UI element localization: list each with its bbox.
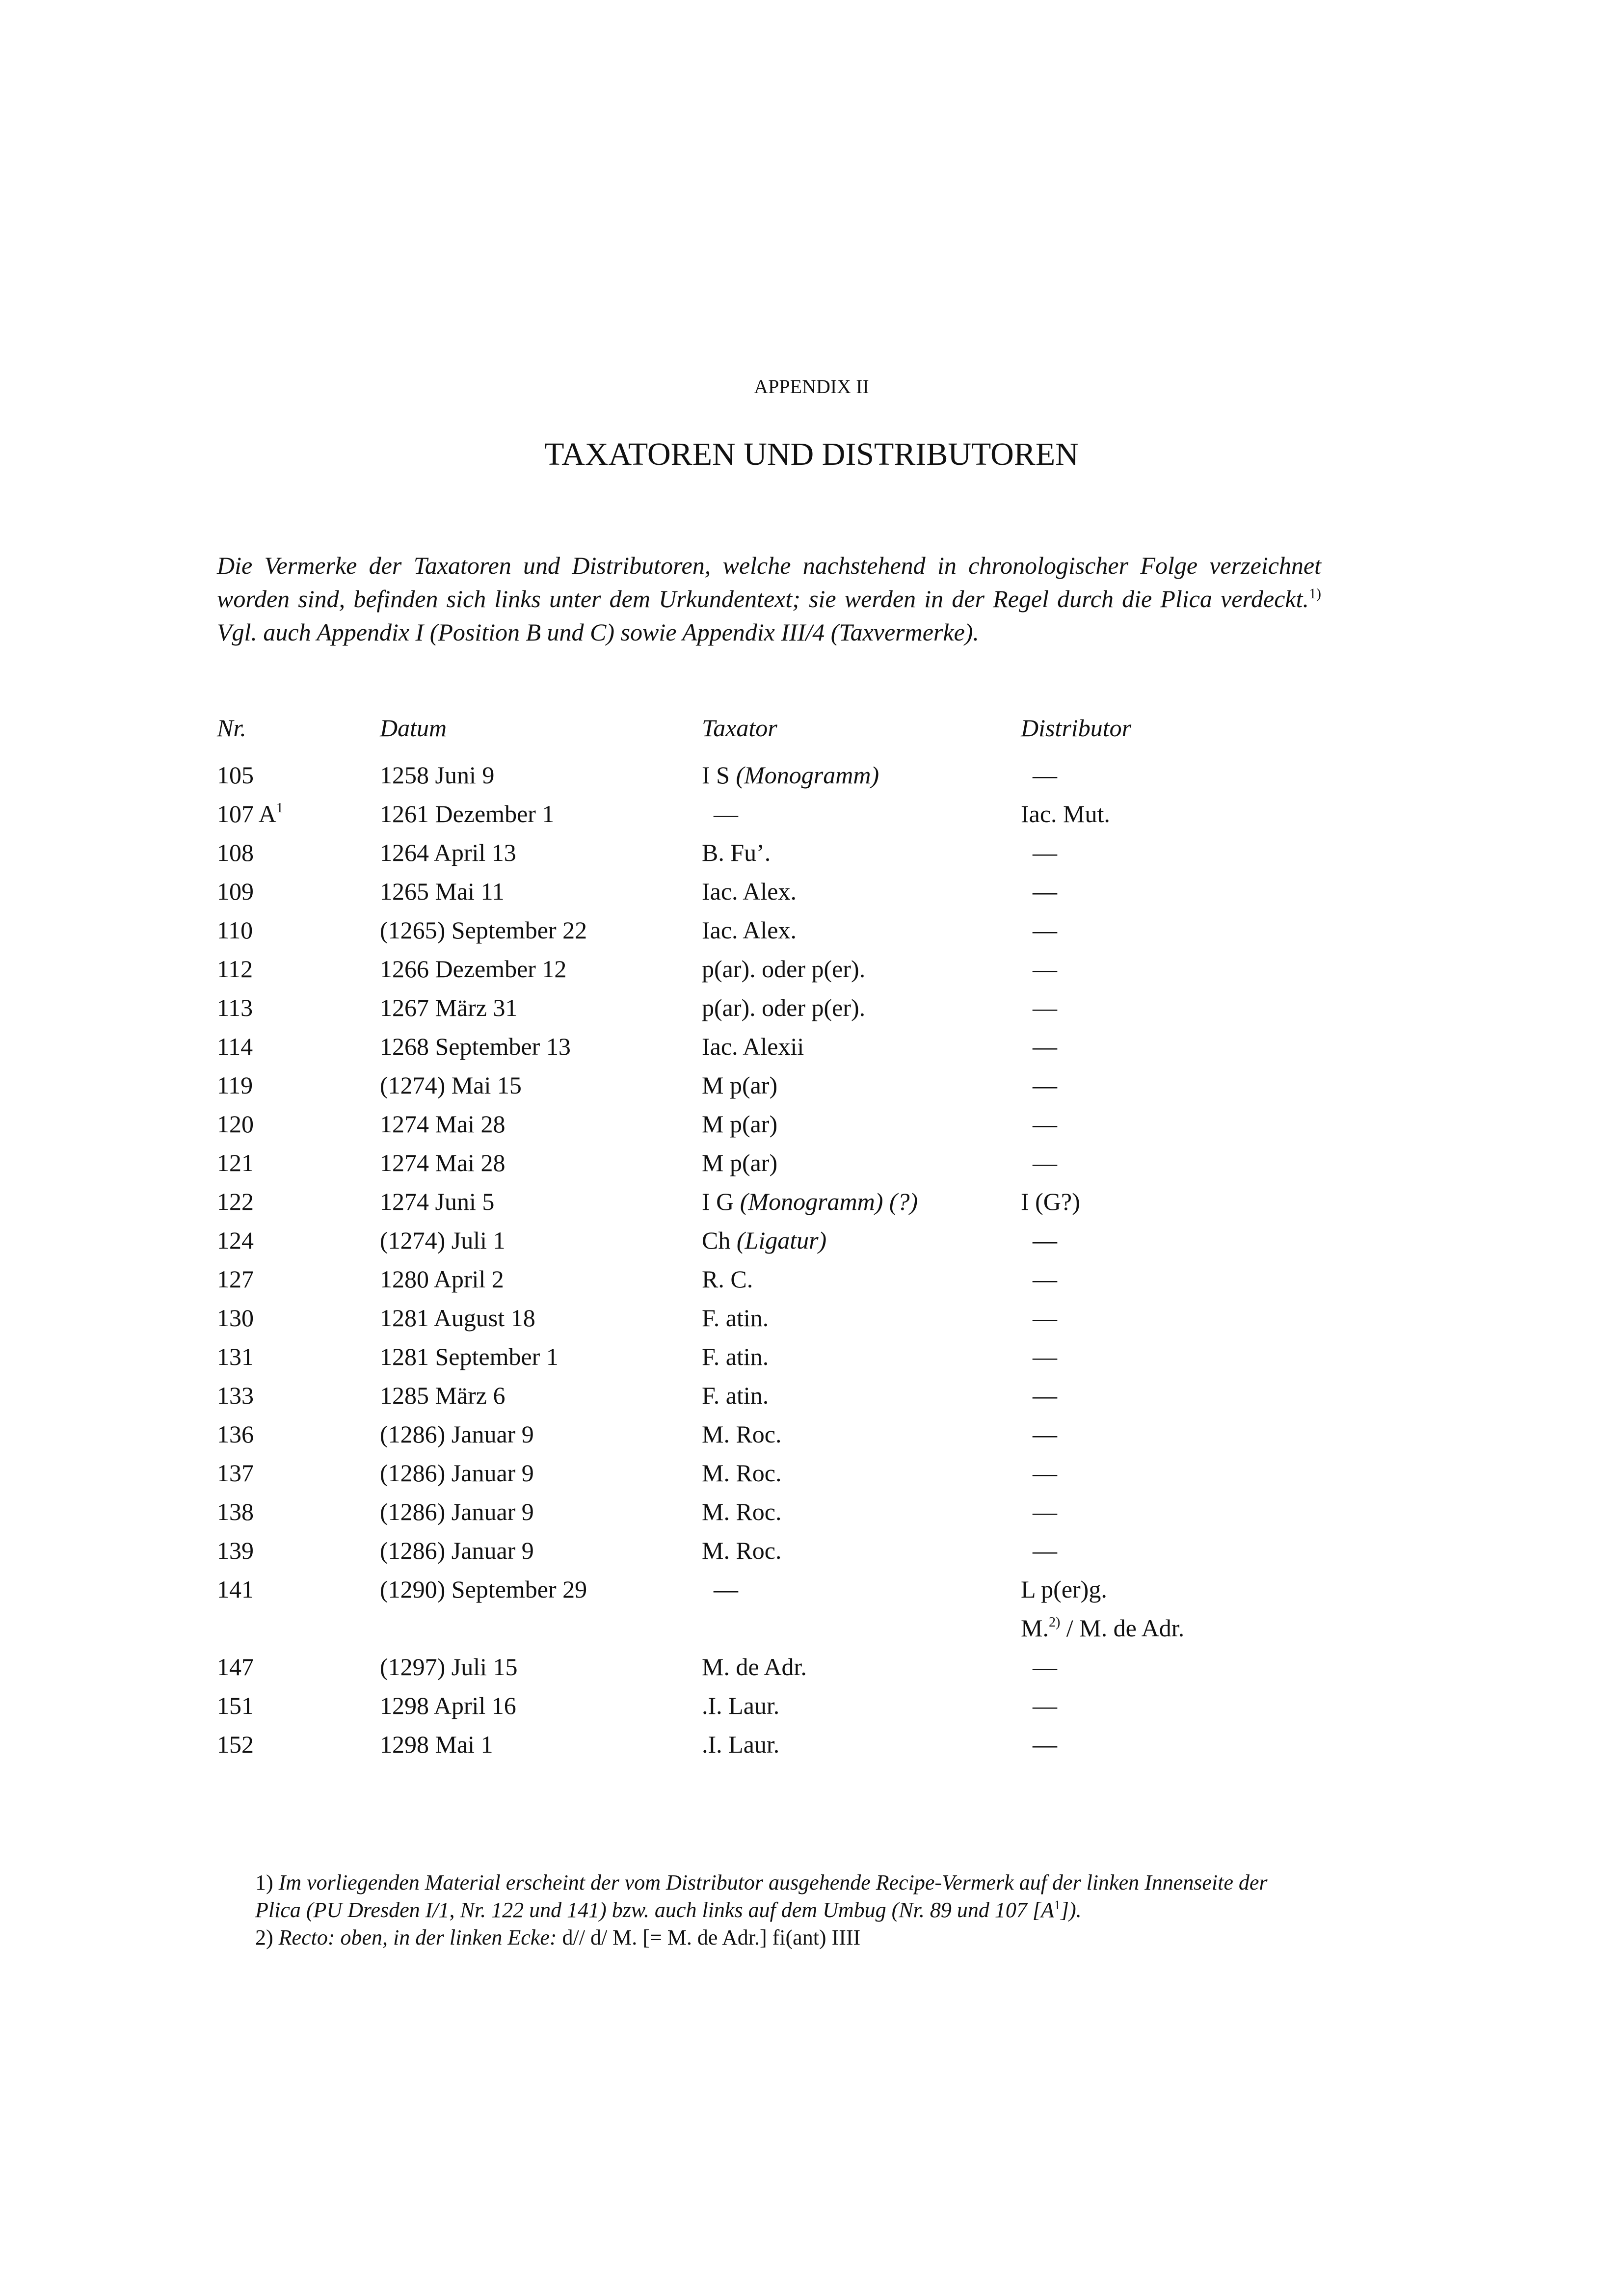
row-taxator	[702, 955, 865, 983]
row-datum: (1274) Juli 1	[380, 1227, 506, 1254]
row-taxator-text: —	[714, 1575, 738, 1603]
row-distributor	[1033, 761, 1057, 789]
row-taxator	[702, 1536, 782, 1565]
row-taxator-text: F. atin.	[702, 1382, 769, 1409]
row-nr	[217, 916, 253, 944]
table-row	[217, 1381, 1346, 1420]
row-distributor	[1033, 993, 1057, 1022]
footnotes	[255, 1869, 1310, 1951]
row-distributor	[1033, 877, 1057, 906]
row-taxator	[702, 838, 771, 867]
row-nr	[217, 838, 254, 867]
row-nr-text: 138	[217, 1498, 254, 1525]
row-distributor-text: —	[1033, 1537, 1057, 1564]
table-row	[217, 1071, 1346, 1110]
row-datum: 1258 Juni 9	[380, 761, 495, 789]
row-distributor-rest: / M. de Adr.	[1060, 1614, 1185, 1642]
row-taxator-text: Ch	[702, 1227, 731, 1254]
footnote-2	[255, 1924, 1310, 1951]
row-taxator-text: M. Roc.	[702, 1459, 782, 1487]
row-nr-text: 112	[217, 955, 253, 983]
row-taxator-text: F. atin.	[702, 1304, 769, 1332]
row-nr	[217, 1653, 254, 1681]
row-distributor-text: M.	[1021, 1614, 1049, 1642]
row-nr	[217, 1575, 254, 1603]
row-nr	[217, 1497, 254, 1526]
row-taxator	[702, 1304, 769, 1332]
row-datum: 1261 Dezember 1	[380, 800, 555, 828]
row-distributor-text: —	[1033, 1382, 1057, 1409]
row-nr	[217, 1187, 254, 1216]
row-distributor	[1033, 955, 1057, 983]
row-taxator-text: .I. Laur.	[702, 1692, 780, 1719]
row-taxator-text: I S	[702, 761, 730, 789]
header-taxator: Taxator	[702, 714, 777, 742]
row-datum: 1281 August 18	[380, 1304, 535, 1332]
header-distributor: Distributor	[1021, 714, 1132, 742]
table-row	[217, 993, 1346, 1032]
row-nr	[217, 1265, 254, 1293]
table-row	[217, 800, 1346, 838]
table-row	[217, 1148, 1346, 1187]
row-taxator	[702, 1653, 807, 1681]
row-distributor-text: —	[1033, 916, 1057, 944]
row-taxator	[702, 1381, 769, 1410]
row-taxator-note: (Ligatur)	[736, 1227, 827, 1254]
row-nr	[217, 1536, 254, 1565]
row-nr-text: 136	[217, 1420, 254, 1448]
row-nr	[217, 1304, 254, 1332]
row-distributor	[1033, 1032, 1057, 1061]
row-nr	[217, 1730, 254, 1759]
row-nr	[217, 955, 253, 983]
row-datum: 1298 Mai 1	[380, 1731, 493, 1758]
row-distributor-sup: 2)	[1048, 1615, 1061, 1630]
row-datum: (1286) Januar 9	[380, 1498, 534, 1525]
footnote-sup: 1	[1054, 1898, 1061, 1912]
row-taxator-text: F. atin.	[702, 1343, 769, 1370]
row-taxator	[702, 1420, 782, 1448]
row-nr-text: 139	[217, 1537, 254, 1564]
row-taxator	[702, 1459, 782, 1487]
row-distributor	[1033, 1148, 1057, 1177]
row-nr-text: 124	[217, 1227, 254, 1254]
row-distributor-text: —	[1033, 1265, 1057, 1293]
row-distributor	[1033, 1497, 1057, 1526]
row-datum: 1298 April 16	[380, 1692, 516, 1719]
footnote-text-end: ]).	[1060, 1898, 1082, 1922]
footnote-text: Recto: oben, in der linken Ecke:	[278, 1925, 557, 1949]
row-distributor-text: —	[1033, 1149, 1057, 1176]
row-distributor-text: —	[1033, 1071, 1057, 1099]
row-distributor	[1033, 1304, 1057, 1332]
row-taxator	[714, 800, 738, 828]
table-row	[217, 1536, 1346, 1575]
row-distributor-text: —	[1033, 994, 1057, 1021]
row-taxator	[702, 1110, 777, 1138]
row-nr	[217, 993, 253, 1022]
row-distributor	[1021, 1187, 1080, 1216]
footnote-text: Im vorliegenden Material erscheint der vom Distributor ausgehende Recipe-Vermerk auf der linken Innenseite der Plica (PU Dresden I/1, Nr. 122 und 141) bzw. auch links auf dem Umbug (Nr. 89 und 107 [A	[255, 1870, 1268, 1922]
taxator-table	[217, 714, 1346, 1769]
row-nr-text: 109	[217, 878, 254, 905]
row-distributor-text: —	[1033, 955, 1057, 983]
row-distributor	[1033, 1110, 1057, 1138]
row-taxator-note: (Monogramm) (?)	[740, 1188, 918, 1215]
row-taxator-text: M. Roc.	[702, 1498, 782, 1525]
row-nr-text: 151	[217, 1692, 254, 1719]
table-row	[217, 1459, 1346, 1497]
row-nr	[217, 1342, 254, 1371]
row-distributor	[1021, 800, 1110, 828]
header-datum: Datum	[380, 714, 447, 742]
table-row	[217, 1187, 1346, 1226]
row-distributor-text: —	[1033, 839, 1057, 866]
row-taxator	[702, 916, 797, 944]
page-title: TAXATOREN UND DISTRIBUTOREN	[544, 436, 1079, 472]
row-distributor-text: —	[1033, 1110, 1057, 1138]
row-taxator	[702, 1342, 769, 1371]
row-nr	[217, 1226, 254, 1255]
header-nr: Nr.	[217, 714, 246, 742]
table-row	[217, 1342, 1346, 1381]
table-row	[217, 1497, 1346, 1536]
table-row	[217, 916, 1346, 955]
row-distributor	[1033, 916, 1057, 944]
row-taxator-text: p(ar). oder p(er).	[702, 994, 866, 1021]
row-nr-text: 114	[217, 1033, 253, 1060]
row-distributor-text: —	[1033, 1731, 1057, 1758]
row-taxator-text: M p(ar)	[702, 1110, 778, 1138]
row-taxator	[702, 1032, 804, 1061]
row-datum: (1286) Januar 9	[380, 1420, 534, 1448]
table-row	[217, 1032, 1346, 1071]
row-nr-text: 127	[217, 1265, 254, 1293]
row-nr	[217, 761, 254, 789]
row-datum: 1264 April 13	[380, 839, 516, 866]
row-nr-text: 137	[217, 1459, 254, 1487]
row-taxator	[702, 993, 865, 1022]
row-taxator	[702, 1071, 777, 1099]
row-distributor	[1033, 1071, 1057, 1099]
row-taxator-text: M. Roc.	[702, 1420, 782, 1448]
row-distributor-text: —	[1033, 1420, 1057, 1448]
row-nr	[217, 1148, 254, 1177]
row-nr-text: 131	[217, 1343, 254, 1370]
table-row	[217, 1226, 1346, 1265]
footnote-1	[255, 1869, 1310, 1924]
appendix-label: APPENDIX II	[754, 375, 869, 398]
row-nr-text: 130	[217, 1304, 254, 1332]
row-distributor-text: L p(er)g.	[1021, 1575, 1107, 1603]
row-datum: (1297) Juli 15	[380, 1653, 518, 1681]
intro-text-cont: Vgl. auch Appendix I (Position B und C) sowie Appendix III/4 (Taxvermerke).	[217, 618, 979, 646]
table-row	[217, 1575, 1346, 1614]
row-datum: (1290) September 29	[380, 1575, 587, 1603]
row-taxator-text: .I. Laur.	[702, 1731, 780, 1758]
row-datum: 1268 September 13	[380, 1033, 571, 1060]
row-nr	[217, 1071, 253, 1099]
row-taxator-text: Iac. Alex.	[702, 878, 797, 905]
row-datum: 1285 März 6	[380, 1382, 506, 1409]
row-distributor	[1033, 1381, 1057, 1410]
row-nr	[217, 1110, 254, 1138]
row-nr-sup: 1	[276, 801, 283, 816]
row-datum: 1267 März 31	[380, 994, 518, 1021]
row-datum: (1286) Januar 9	[380, 1537, 534, 1564]
row-nr-text: 141	[217, 1575, 254, 1603]
row-taxator	[702, 1187, 918, 1216]
row-taxator	[702, 1691, 779, 1720]
row-distributor	[1033, 1265, 1057, 1293]
table-row	[217, 955, 1346, 993]
row-datum: 1281 September 1	[380, 1343, 559, 1370]
row-nr-text: 121	[217, 1149, 254, 1176]
row-taxator-text: —	[714, 800, 738, 828]
row-distributor-text: —	[1033, 1692, 1057, 1719]
row-nr-text: 105	[217, 761, 254, 789]
row-nr	[217, 1459, 254, 1487]
row-datum: 1274 Mai 28	[380, 1110, 506, 1138]
row-nr	[217, 1691, 254, 1720]
row-taxator-text: M p(ar)	[702, 1071, 778, 1099]
row-distributor	[1033, 1226, 1057, 1255]
row-distributor-text: —	[1033, 1304, 1057, 1332]
table-row	[217, 1614, 1346, 1653]
row-datum: (1274) Mai 15	[380, 1071, 522, 1099]
row-nr-text: 133	[217, 1382, 254, 1409]
row-taxator-text: M p(ar)	[702, 1149, 778, 1176]
table-header-row	[217, 714, 1346, 761]
table-row	[217, 1730, 1346, 1769]
table-row	[217, 1420, 1346, 1459]
row-nr	[217, 1420, 254, 1448]
table-row	[217, 1304, 1346, 1342]
row-datum: (1265) September 22	[380, 916, 587, 944]
row-distributor-text: —	[1033, 1227, 1057, 1254]
row-taxator	[702, 1497, 782, 1526]
row-datum: 1274 Mai 28	[380, 1149, 506, 1176]
footnote-marker: 2)	[255, 1925, 273, 1949]
row-nr	[217, 877, 254, 906]
row-taxator-text: I G	[702, 1188, 734, 1215]
row-distributor	[1033, 1420, 1057, 1448]
row-nr	[217, 800, 283, 828]
row-distributor-text: Iac. Mut.	[1021, 800, 1110, 828]
table-row	[217, 1653, 1346, 1691]
row-nr-text: 152	[217, 1731, 254, 1758]
row-datum: 1265 Mai 11	[380, 878, 505, 905]
row-nr-text: 113	[217, 994, 253, 1021]
row-taxator	[702, 1226, 826, 1255]
row-distributor-text: —	[1033, 1343, 1057, 1370]
row-nr-text: 122	[217, 1188, 254, 1215]
row-distributor	[1033, 1536, 1057, 1565]
row-taxator-note: (Monogramm)	[736, 761, 879, 789]
row-nr-text: 120	[217, 1110, 254, 1138]
row-taxator	[702, 1730, 779, 1759]
table-row	[217, 1691, 1346, 1730]
row-nr-text: 107 A	[217, 800, 276, 828]
row-distributor-text: —	[1033, 878, 1057, 905]
row-distributor-text: —	[1033, 761, 1057, 789]
row-taxator	[702, 1148, 777, 1177]
row-nr	[217, 1381, 254, 1410]
row-nr-text: 110	[217, 916, 253, 944]
row-distributor	[1033, 1342, 1057, 1371]
row-taxator-text: B. Fu’.	[702, 839, 771, 866]
row-distributor-text: —	[1033, 1498, 1057, 1525]
row-taxator-text: R. C.	[702, 1265, 753, 1293]
footnote-text-end: d// d/ M. [= M. de Adr.] fi(ant) IIII	[557, 1925, 861, 1949]
row-taxator-text: M. Roc.	[702, 1537, 782, 1564]
row-taxator	[702, 877, 797, 906]
row-distributor-text: —	[1033, 1459, 1057, 1487]
row-datum: 1266 Dezember 12	[380, 955, 567, 983]
row-taxator	[702, 761, 879, 789]
table-row	[217, 761, 1346, 800]
intro-paragraph	[217, 549, 1321, 649]
row-distributor-text: I (G?)	[1021, 1188, 1080, 1215]
footnote-ref-1: 1)	[1309, 586, 1321, 602]
row-distributor	[1033, 1691, 1057, 1720]
row-taxator-text: Iac. Alex.	[702, 916, 797, 944]
row-distributor	[1033, 1730, 1057, 1759]
row-distributor	[1021, 1575, 1107, 1603]
row-nr-text: 119	[217, 1071, 253, 1099]
row-nr	[217, 1032, 253, 1061]
row-taxator-text: p(ar). oder p(er).	[702, 955, 866, 983]
table-row	[217, 877, 1346, 916]
row-distributor	[1033, 838, 1057, 867]
row-taxator-text: Iac. Alexii	[702, 1033, 804, 1060]
footnote-marker: 1)	[255, 1870, 273, 1895]
row-distributor-text: —	[1033, 1653, 1057, 1681]
row-taxator	[714, 1575, 738, 1603]
row-distributor	[1021, 1614, 1184, 1642]
row-distributor	[1033, 1653, 1057, 1681]
row-nr-text: 108	[217, 839, 254, 866]
row-distributor	[1033, 1459, 1057, 1487]
row-taxator	[702, 1265, 753, 1293]
table-row	[217, 1265, 1346, 1304]
row-datum: 1280 April 2	[380, 1265, 504, 1293]
row-datum: 1274 Juni 5	[380, 1188, 495, 1215]
table-row	[217, 1110, 1346, 1148]
row-distributor-text: —	[1033, 1033, 1057, 1060]
row-nr-text: 147	[217, 1653, 254, 1681]
row-taxator-text: M. de Adr.	[702, 1653, 807, 1681]
intro-text: Die Vermerke der Taxatoren und Distributoren, welche nachstehend in chronologischer Folge verzeichnet worden sind, befinden sich links unter dem Urkundentext; sie werden in der Regel durch die Plica verdeckt.	[217, 552, 1321, 613]
table-row	[217, 838, 1346, 877]
row-datum: (1286) Januar 9	[380, 1459, 534, 1487]
